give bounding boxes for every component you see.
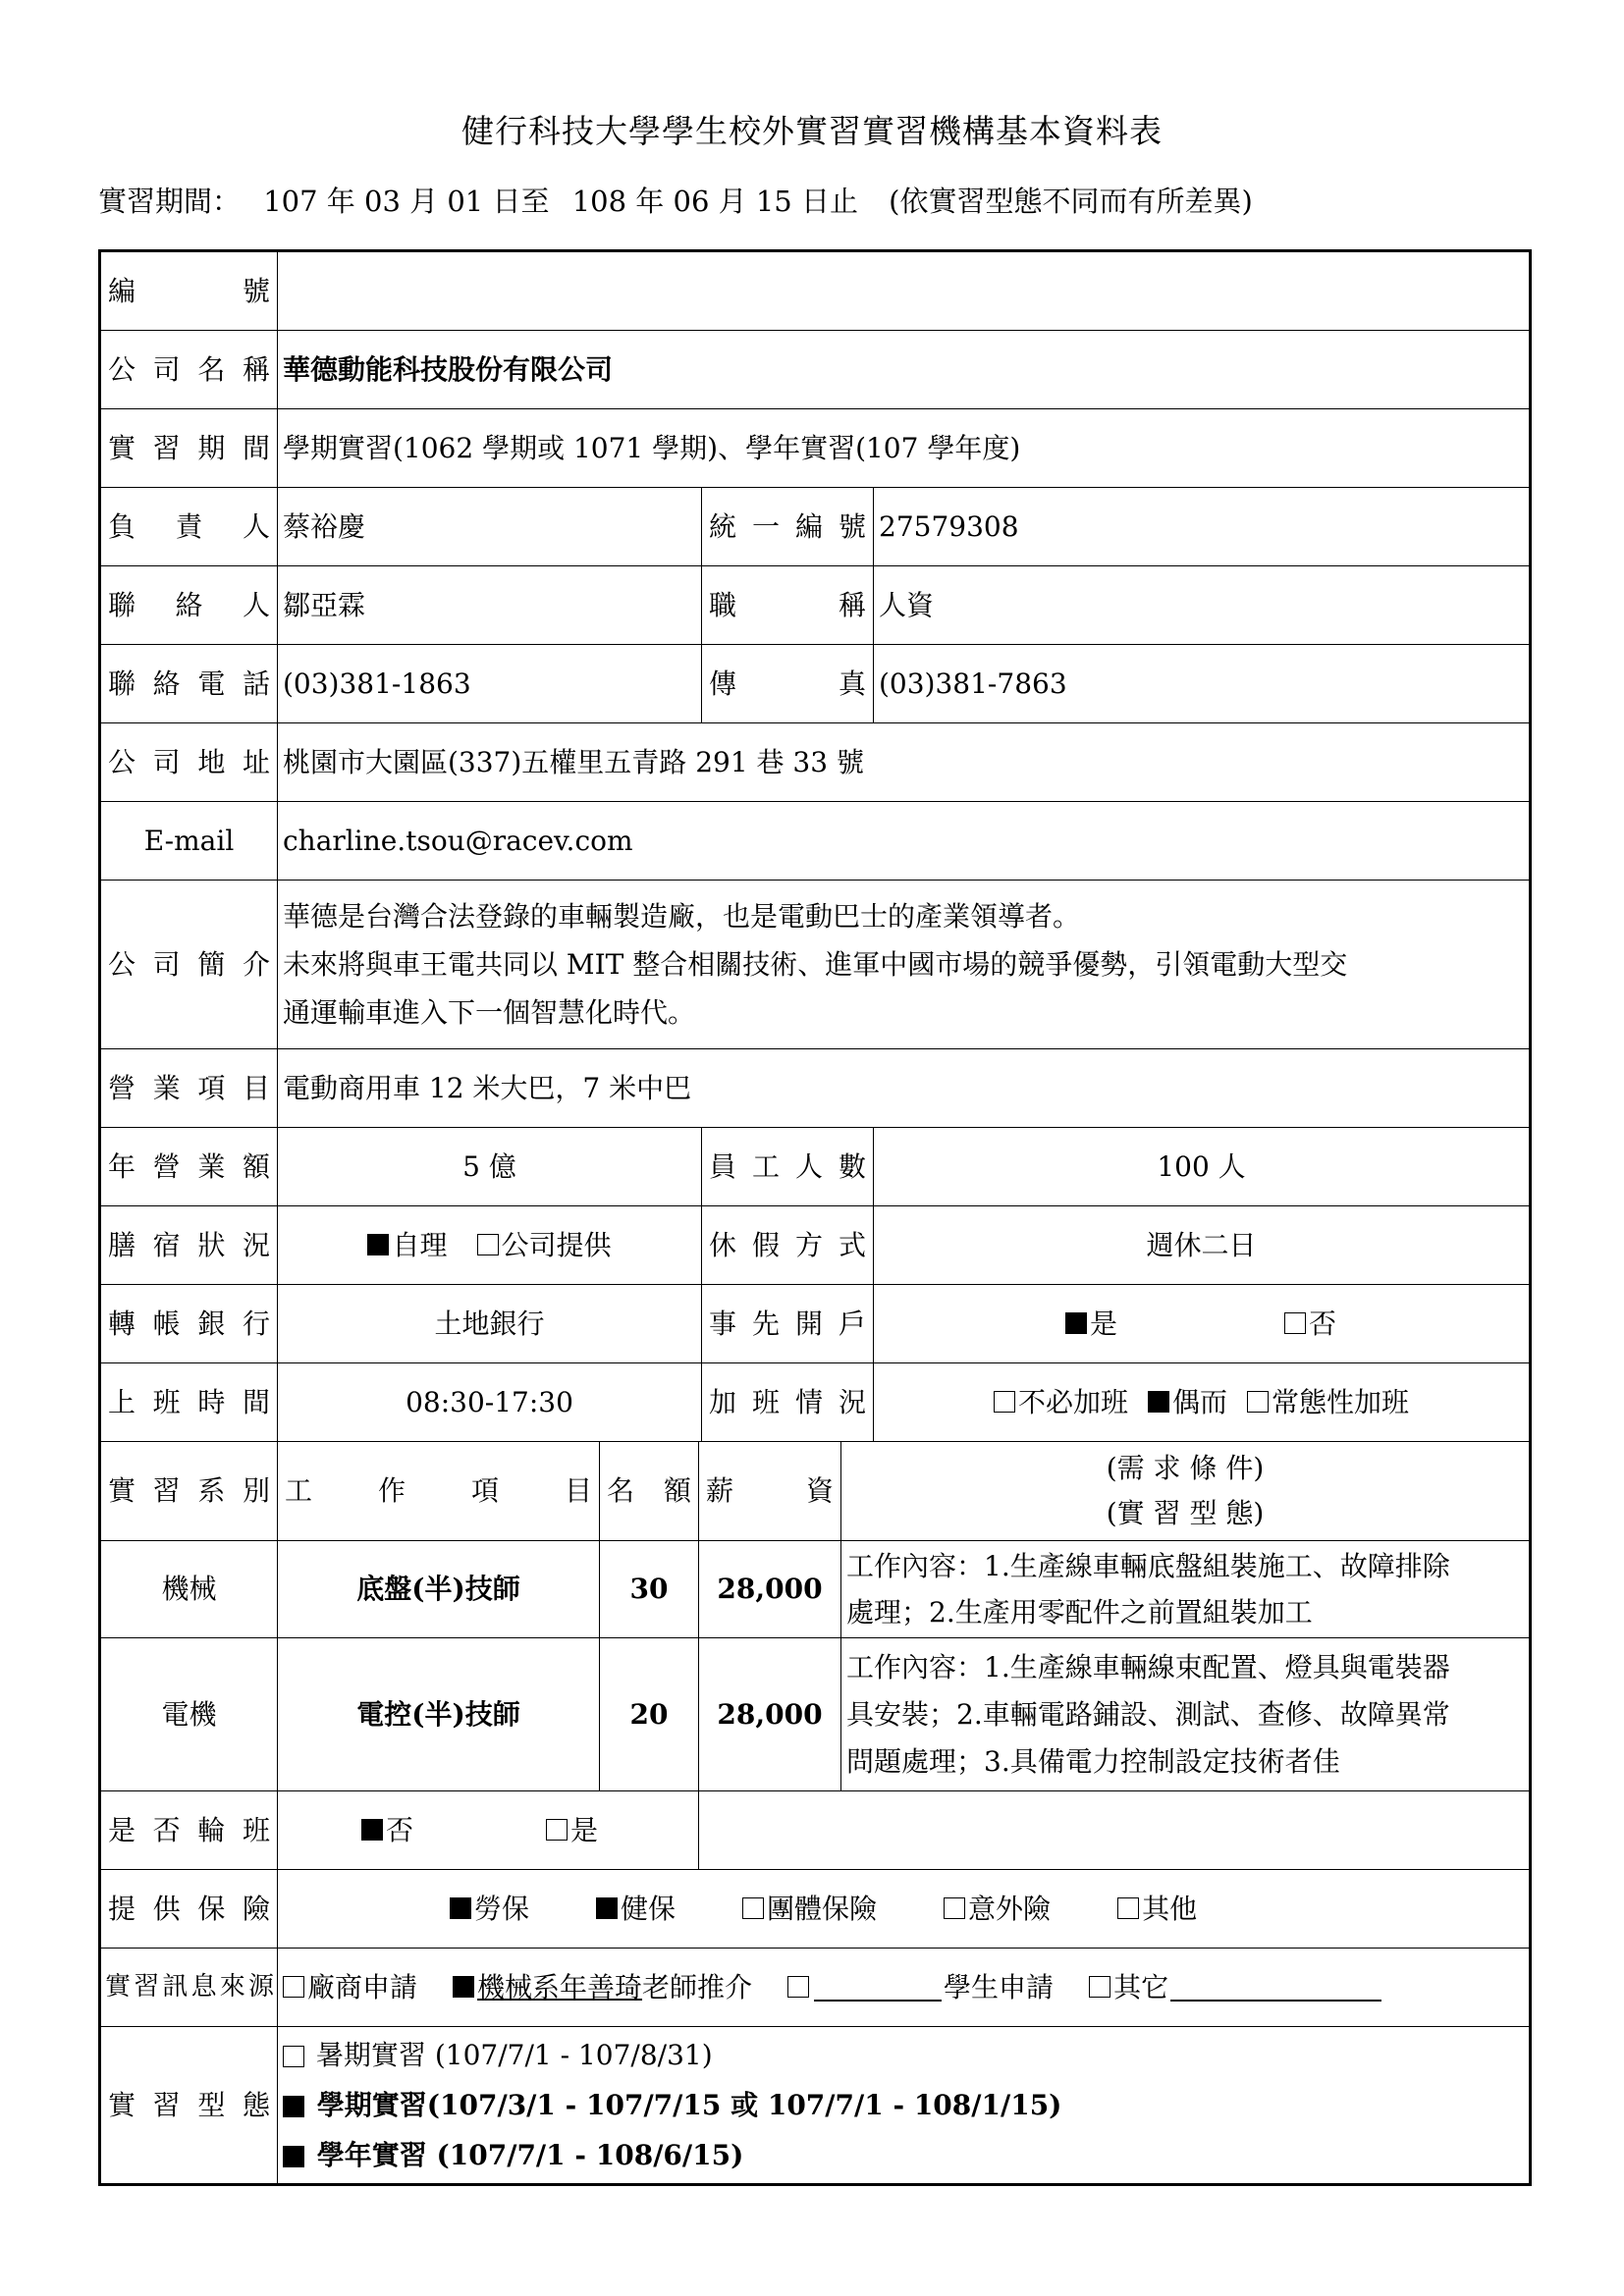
label-fax: 傳真 — [702, 645, 874, 723]
source-option-student[interactable]: 學生申請 — [787, 1970, 1054, 2005]
description-line: 處理；2.生產用零配件之前置組裝加工 — [846, 1596, 1313, 1629]
value-contact: 鄒亞霖 — [278, 566, 702, 645]
insurance-option-labor[interactable]: 勞保 — [450, 1892, 529, 1927]
value-shift — [278, 1791, 699, 1870]
label-pre-account: 事先開戶 — [702, 1285, 874, 1363]
checkbox-unchecked-icon[interactable] — [994, 1391, 1015, 1413]
insurance-option-group[interactable]: 團體保險 — [742, 1892, 877, 1927]
source-option-vendor[interactable]: 廠商申請 — [283, 1970, 417, 2005]
requirement-header-line: (需 求 條 件) — [1106, 1452, 1265, 1484]
value-pre-account — [874, 1285, 1529, 1363]
label-dept: 實習系別 — [101, 1442, 278, 1541]
checkbox-unchecked-icon[interactable] — [742, 1897, 764, 1919]
checkbox-unchecked-icon[interactable] — [1247, 1391, 1269, 1413]
value-fax: (03)381-7863 — [874, 645, 1529, 723]
pre-account-option-no[interactable]: 否 — [1284, 1307, 1336, 1342]
insurance-option-health[interactable]: 健保 — [596, 1892, 676, 1927]
value-intro — [278, 881, 1529, 1049]
overtime-option-regular[interactable]: 常態性加班 — [1247, 1385, 1409, 1420]
description-line: 工作內容：1.生產線車輛線束配置、燈具與電裝器 — [846, 1650, 1450, 1683]
position-dept: 機械 — [101, 1541, 278, 1638]
position-item: 底盤(半)技師 — [278, 1541, 600, 1638]
label-lodging: 膳宿狀況 — [101, 1206, 278, 1285]
label-insurance: 提供保險 — [101, 1870, 278, 1949]
lodging-option-self[interactable]: 自理 — [367, 1228, 447, 1263]
period-note: (依實習型態不同而有所差異) — [889, 185, 1253, 218]
checkbox-checked-icon[interactable] — [450, 1897, 471, 1919]
value-business: 電動商用車 12 米大巴，7 米中巴 — [278, 1049, 1529, 1128]
checkbox-checked-icon[interactable] — [283, 2146, 304, 2167]
position-description — [841, 1638, 1529, 1791]
checkbox-checked-icon[interactable] — [361, 1819, 383, 1841]
insurance-option-other[interactable]: 其他 — [1117, 1892, 1197, 1927]
value-number[interactable] — [278, 252, 1529, 331]
checkbox-unchecked-icon[interactable] — [944, 1897, 965, 1919]
value-phone: (03)381-1863 — [278, 645, 702, 723]
value-revenue: 5 億 — [278, 1128, 702, 1206]
checkbox-unchecked-icon[interactable] — [787, 1976, 809, 1998]
overtime-option-occasional[interactable]: 偶而 — [1148, 1385, 1227, 1420]
checkbox-unchecked-icon[interactable] — [283, 1976, 304, 1998]
label-overtime: 加班情況 — [702, 1363, 874, 1442]
shift-option-no[interactable]: 否 — [361, 1813, 413, 1848]
label-owner: 負責人 — [101, 488, 278, 566]
description-line: 問題處理；3.具備電力控制設定技術者佳 — [846, 1744, 1340, 1778]
value-employees: 100 人 — [874, 1128, 1529, 1206]
position-item: 電控(半)技師 — [278, 1638, 600, 1791]
checkbox-unchecked-icon[interactable] — [477, 1234, 499, 1255]
company-info-table — [98, 249, 1532, 2186]
period-label: 實習期間： — [98, 185, 242, 218]
checkbox-checked-icon[interactable] — [367, 1234, 389, 1255]
label-contact: 聯絡人 — [101, 566, 278, 645]
intern-type-option-semester[interactable]: 學期實習(107/3/1 - 107/7/15 或 107/7/1 - 108/1/15) — [283, 2080, 1061, 2130]
period-end: 108 年 06 月 15 日止 — [571, 185, 858, 218]
header-salary: 薪資 — [699, 1442, 841, 1541]
position-salary: 28,000 — [699, 1541, 841, 1638]
position-quota: 30 — [600, 1541, 699, 1638]
value-insurance — [278, 1870, 1529, 1949]
period-start: 107 年 03 月 01 日至 — [263, 185, 550, 218]
value-company-name: 華德動能科技股份有限公司 — [278, 331, 1529, 409]
requirement-header-line: (實 習 型 態) — [1106, 1497, 1265, 1529]
label-intern-period: 實習期間 — [101, 409, 278, 488]
overtime-option-none[interactable]: 不必加班 — [994, 1385, 1128, 1420]
value-lodging — [278, 1206, 702, 1285]
intro-line: 華德是台灣合法登錄的車輛製造廠，也是電動巴士的產業領導者。 — [283, 900, 1081, 933]
position-dept: 電機 — [101, 1638, 278, 1791]
checkbox-unchecked-icon[interactable] — [546, 1819, 568, 1841]
checkbox-checked-icon[interactable] — [453, 1976, 474, 1998]
value-email[interactable]: charline.tsou@racev.com — [278, 802, 1529, 881]
checkbox-unchecked-icon[interactable] — [1284, 1312, 1306, 1334]
label-work-hours: 上班時間 — [101, 1363, 278, 1442]
label-address: 公司地址 — [101, 723, 278, 802]
description-line: 具安裝；2.車輛電路鋪設、測試、查修、故障異常 — [846, 1697, 1450, 1731]
checkbox-checked-icon[interactable] — [596, 1897, 618, 1919]
value-address: 桃園市大園區(337)五權里五青路 291 巷 33 號 — [278, 723, 1529, 802]
checkbox-checked-icon[interactable] — [1065, 1312, 1087, 1334]
intern-type-option-year[interactable]: 學年實習 (107/7/1 - 108/6/15) — [283, 2130, 1061, 2180]
checkbox-unchecked-icon[interactable] — [1089, 1976, 1110, 1998]
internship-period-line — [98, 180, 1267, 220]
position-quota: 20 — [600, 1638, 699, 1791]
shift-empty-cell — [699, 1791, 1529, 1870]
shift-option-yes[interactable]: 是 — [546, 1813, 598, 1848]
source-student-blank[interactable] — [814, 1972, 942, 2002]
label-revenue: 年營業額 — [101, 1128, 278, 1206]
value-intern-period: 學期實習(1062 學期或 1071 學期)、學年實習(107 學年度) — [278, 409, 1529, 488]
intern-type-option-summer[interactable]: 暑期實習 (107/7/1 - 107/8/31) — [283, 2030, 1061, 2080]
value-work-hours: 08:30-17:30 — [278, 1363, 702, 1442]
checkbox-checked-icon[interactable] — [1148, 1391, 1169, 1413]
label-leave: 休假方式 — [702, 1206, 874, 1285]
source-other-blank[interactable] — [1170, 1972, 1381, 2002]
label-shift: 是否輪班 — [101, 1791, 278, 1870]
label-job-title: 職稱 — [702, 566, 874, 645]
checkbox-checked-icon[interactable] — [283, 2096, 304, 2117]
value-intern-type — [278, 2027, 1529, 2183]
checkbox-unchecked-icon[interactable] — [283, 2046, 304, 2067]
header-quota: 名額 — [600, 1442, 699, 1541]
value-tax-id: 27579308 — [874, 488, 1529, 566]
label-bank: 轉帳銀行 — [101, 1285, 278, 1363]
description-line: 工作內容：1.生產線車輛底盤組裝施工、故障排除 — [846, 1550, 1450, 1582]
value-leave: 週休二日 — [874, 1206, 1529, 1285]
intro-line: 未來將與車王電共同以 MIT 整合相關技術、進軍中國市場的競爭優勢，引領電動大型交 — [283, 948, 1348, 981]
value-source — [278, 1949, 1529, 2027]
source-option-other[interactable]: 其它 — [1089, 1970, 1383, 2005]
pre-account-option-yes[interactable]: 是 — [1065, 1307, 1117, 1342]
lodging-option-company[interactable]: 公司提供 — [477, 1228, 612, 1263]
label-intern-type: 實習型態 — [101, 2027, 278, 2183]
header-work-item: 工作項目 — [278, 1442, 600, 1541]
insurance-option-accident[interactable]: 意外險 — [944, 1892, 1051, 1927]
label-employees: 員工人數 — [702, 1128, 874, 1206]
intro-line: 通運輸車進入下一個智慧化時代。 — [283, 996, 696, 1029]
label-source: 實習訊息來源 — [101, 1949, 278, 2027]
source-option-teacher[interactable]: 機械系年善琦 老師推介 — [453, 1970, 752, 2005]
value-bank: 土地銀行 — [278, 1285, 702, 1363]
header-requirements — [841, 1442, 1529, 1541]
label-tax-id: 統一編號 — [702, 488, 874, 566]
position-salary: 28,000 — [699, 1638, 841, 1791]
label-number: 編號 — [101, 252, 278, 331]
form-title: 健行科技大學學生校外實習實習機構基本資料表 — [461, 112, 1163, 150]
label-business: 營業項目 — [101, 1049, 278, 1128]
label-email: E-mail — [101, 802, 278, 881]
label-company-name: 公司名稱 — [101, 331, 278, 409]
label-intro: 公司簡介 — [101, 881, 278, 1049]
label-phone: 聯絡電話 — [101, 645, 278, 723]
value-job-title: 人資 — [874, 566, 1529, 645]
checkbox-unchecked-icon[interactable] — [1117, 1897, 1139, 1919]
value-owner: 蔡裕慶 — [278, 488, 702, 566]
value-overtime — [874, 1363, 1529, 1442]
position-description — [841, 1541, 1529, 1638]
